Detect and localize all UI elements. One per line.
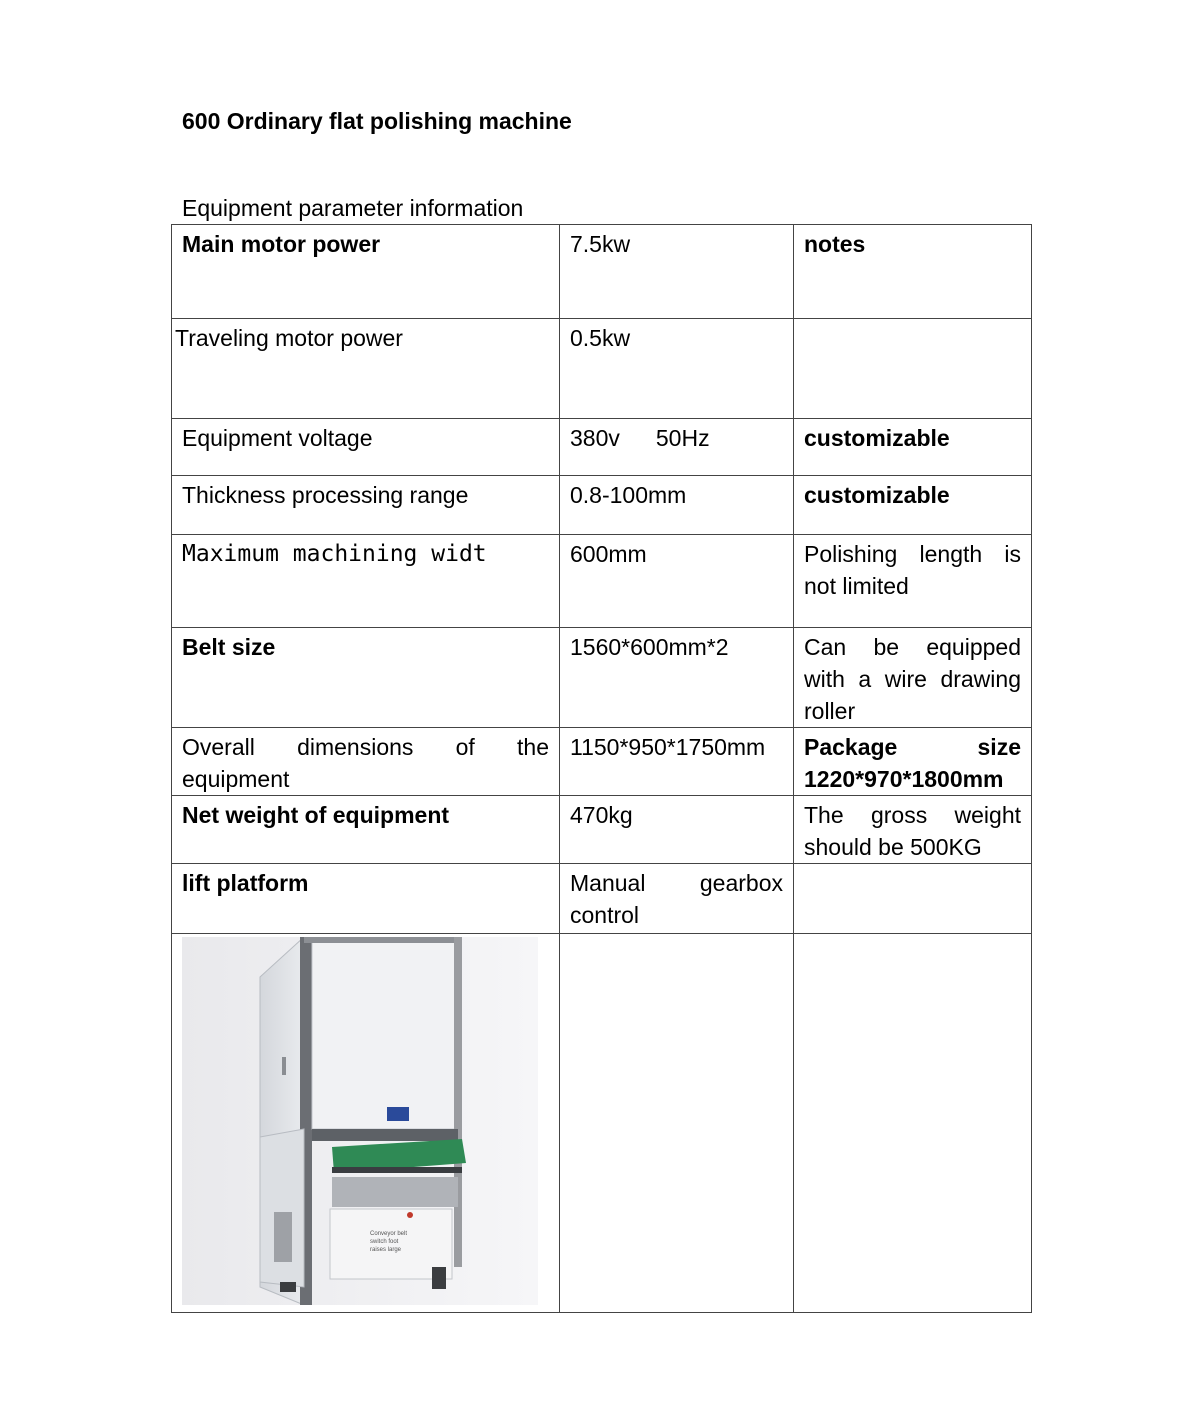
value-cell: 7.5kw [560, 225, 794, 319]
polishing-machine-photo [182, 937, 538, 1305]
section-heading: Equipment parameter information [182, 195, 524, 221]
table-row [172, 628, 1032, 728]
photo-label-line: raises large [370, 1247, 402, 1253]
value-cell [560, 419, 794, 476]
photo-label-line: Conveyor belt [370, 1231, 408, 1237]
param-cell: Main motor power [172, 225, 560, 319]
photo-cell [172, 934, 560, 1313]
param-cell: Overall dimensions of the equipment [172, 728, 560, 796]
note-cell [794, 319, 1032, 419]
note-cell: The gross weight should be 500KG [794, 796, 1032, 864]
note-cell: Polishing length is not limited [794, 535, 1032, 628]
param-cell: Belt size [172, 628, 560, 728]
frequency-value: 50Hz [655, 425, 710, 451]
table-row [172, 419, 1032, 476]
param-cell: Thickness processing range [172, 476, 560, 535]
table-row [172, 934, 1032, 1313]
value-cell: 1560*600mm*2 [560, 628, 794, 728]
value-cell: Manual gearbox control [560, 864, 794, 934]
table-row [172, 535, 1032, 628]
note-cell: Package size 1220*970*1800mm [794, 728, 1032, 796]
photo-label-line: switch foot [370, 1239, 399, 1245]
param-cell: Equipment voltage [172, 419, 560, 476]
empty-cell [560, 934, 794, 1313]
note-cell: customizable [794, 419, 1032, 476]
value-cell: 0.5kw [560, 319, 794, 419]
param-cell: Net weight of equipment [172, 796, 560, 864]
value-cell: 0.8-100mm [560, 476, 794, 535]
param-cell: Maximum machining widt [172, 535, 560, 628]
empty-cell [794, 934, 1032, 1313]
parameter-table [171, 224, 1032, 1313]
value-cell: 470kg [560, 796, 794, 864]
param-cell: Traveling motor power [172, 319, 560, 419]
table-row [172, 319, 1032, 419]
note-cell: customizable [794, 476, 1032, 535]
voltage-value: 380v [570, 425, 620, 451]
table-row [172, 225, 1032, 319]
note-cell: notes [794, 225, 1032, 319]
table-row [172, 728, 1032, 796]
note-cell: Can be equipped with a wire drawing roller [794, 628, 1032, 728]
value-cell: 600mm [560, 535, 794, 628]
table-row [172, 864, 1032, 934]
note-cell [794, 864, 1032, 934]
table-row [172, 476, 1032, 535]
table-row [172, 796, 1032, 864]
value-cell: 1150*950*1750mm [560, 728, 794, 796]
param-cell: lift platform [172, 864, 560, 934]
document-title: 600 Ordinary flat polishing machine [182, 108, 572, 134]
